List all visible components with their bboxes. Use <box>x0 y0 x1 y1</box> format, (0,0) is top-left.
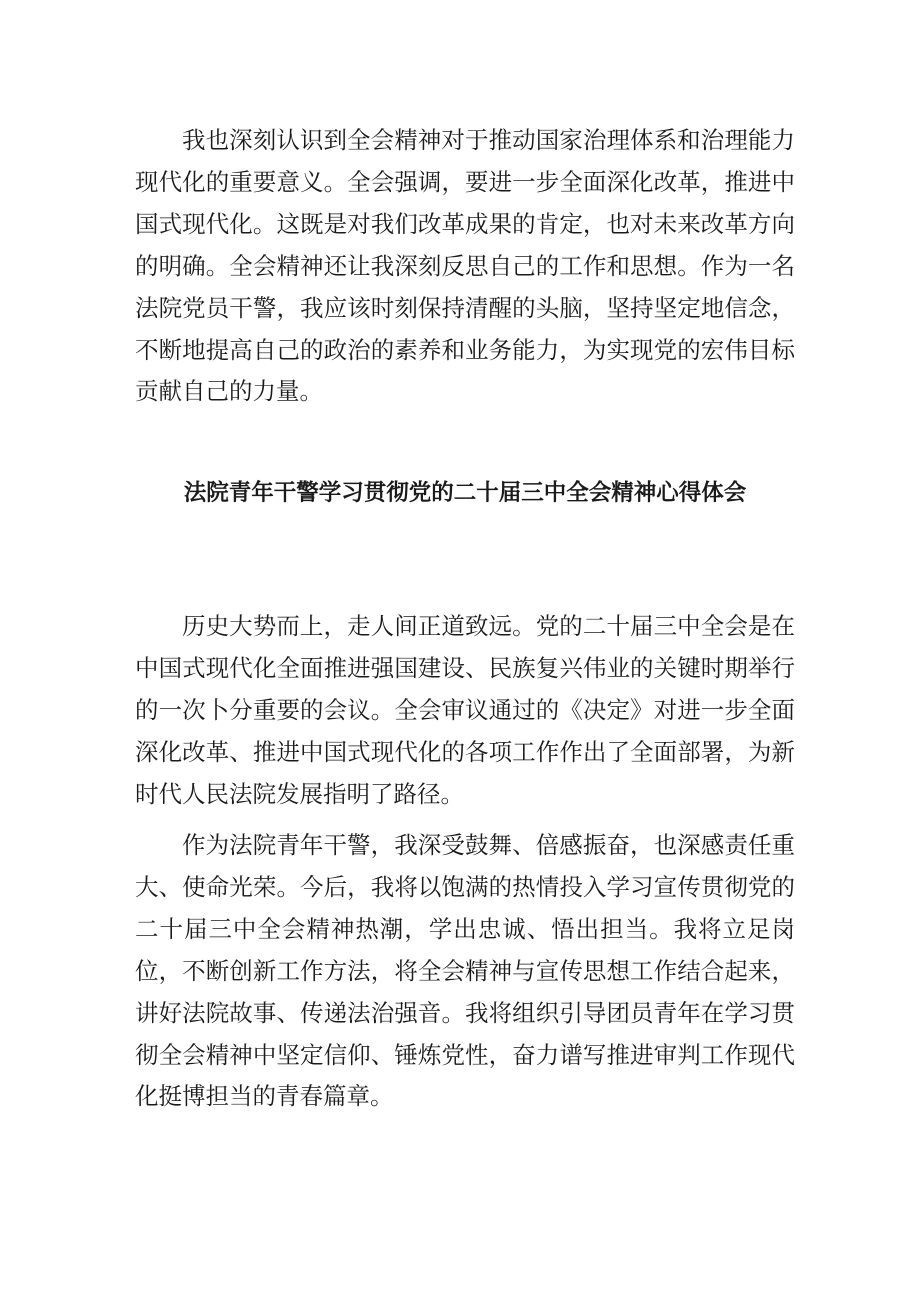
body-paragraph-2: 历史大势而上，走人间正道致远。党的二十届三中全会是在中国式现代化全面推进强国建设、民族复兴伟业的关键时期举行的一次卜分重要的会议。全会审议通过的《决定》对进一步全面深化改革、推进中国式现代化的各项工作作出了全面部署，为新时代人民法院发展指明了路径。 <box>135 612 795 808</box>
article-title: 法院青年干警学习贯彻党的二十届三中全会精神心得体会 <box>183 480 747 506</box>
body-paragraph-3: 作为法院青年干警，我深受鼓舞、倍感振奋，也深感责任重大、使命光荣。今后，我将以饱满的热情投入学习宣传贯彻党的二十届三中全会精神热潮，学出忠诚、悟出担当。我将立足岗位，不断创新工作方法，将全会精神与宣传思想工作结合起来，讲好法院故事、传递法治强音。我将组织引导团员青年在学习贯彻全会精神中坚定信仰、锤炼党性，奋力谱写推进审判工作现代化挺博担当的青春篇章。 <box>135 831 795 1111</box>
body-paragraph-1: 我也深刻认识到全会精神对于推动国家治理体系和治理能力现代化的重要意义。全会强调，要进一步全面深化改革，推进中国式现代化。这既是对我们改革成果的肯定，也对未来改革方向的明确。全会精神还让我深刻反思自己的工作和思想。作为一名法院党员干警，我应该时刻保持清醒的头脑，坚持坚定地信念，不断地提高自己的政治的素养和业务能力，为实现党的宏伟目标贡献自己的力量。 <box>135 126 795 406</box>
